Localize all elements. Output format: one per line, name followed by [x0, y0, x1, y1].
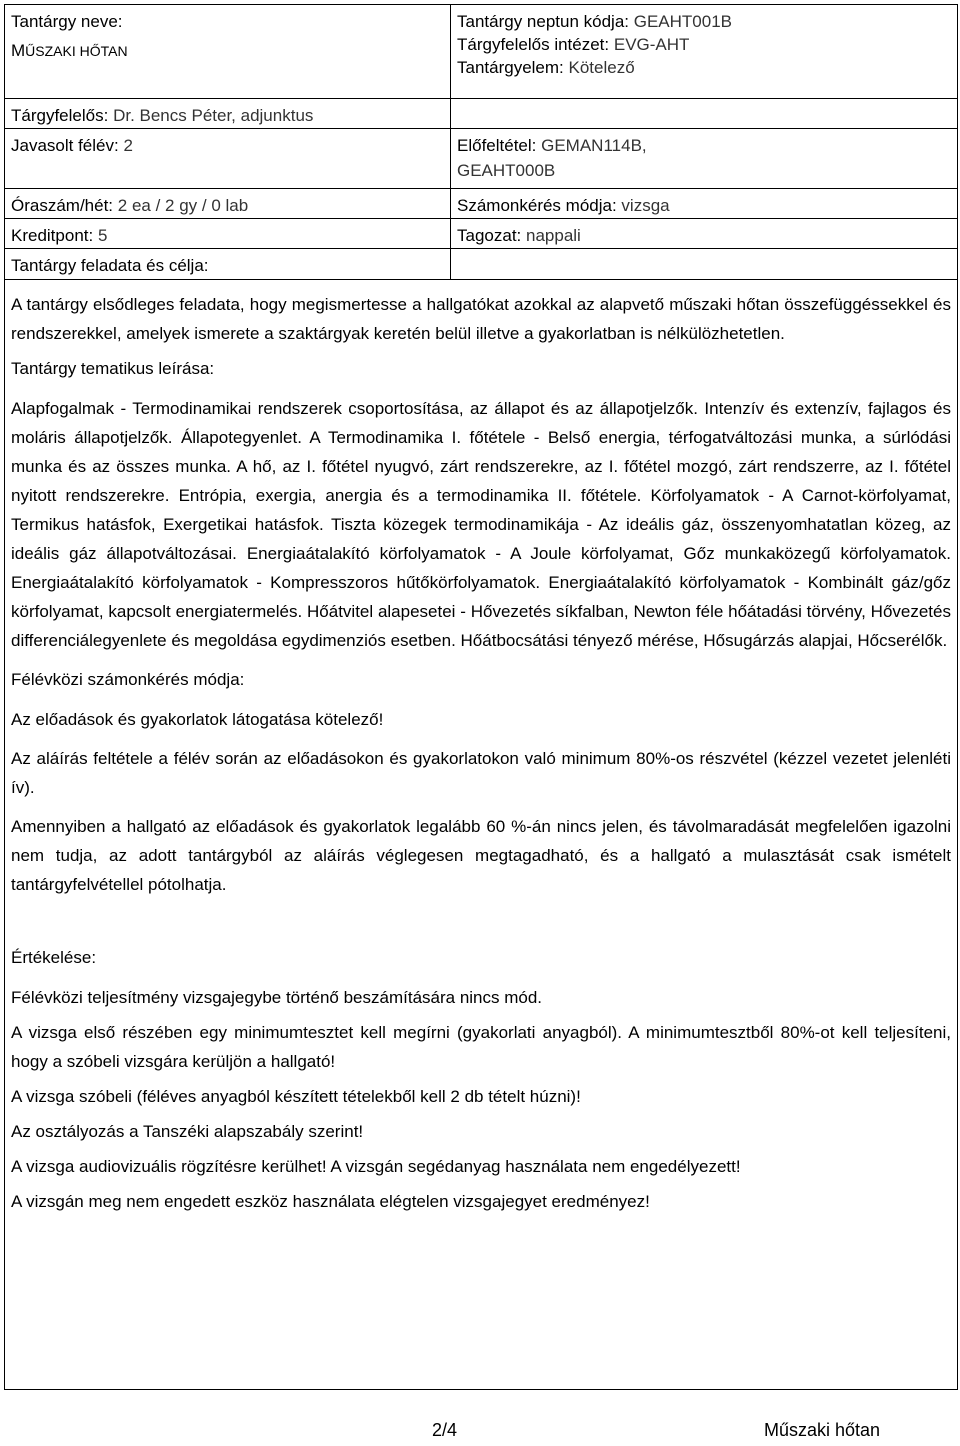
neptun-row: Tantárgy neptun kódja: GEAHT001B [457, 12, 733, 31]
midterm-p3: Amennyiben a hallgató az előadások és gyakorlatok legalább 60 %-án nincs jelen, és távolmaradását megfelelően igazolni nem tudja, az adott tantárgyból az aláírás véglegesen megtagadható, és a hallgató a mulasztását csak ismételt tantárgyfelvétellel pótolhatja. [11, 817, 951, 894]
page-footer [0, 1418, 960, 1446]
empty-cell-bottom [451, 249, 957, 279]
neptun-value: GEAHT001B [633, 12, 733, 31]
credit-label: Kreditpont: [11, 226, 94, 245]
element-row: Tantárgyelem: Kötelező [457, 58, 635, 77]
task-text: A tantárgy elsődleges feladata, hogy megismertesse a hallgatókat azokkal az alapvető műszaki hőtan összefüggéssekkel és rendszerekkel, amelyek ismerete a szaktárgyak keretén belül illetve a gyakorlatban is nélkülözhetetlen. [11, 295, 951, 343]
subject-name-label: Tantárgy neve: [11, 12, 123, 31]
subject-name-value: MŰSZAKI HŐTAN [11, 41, 128, 60]
prereq-value-1: GEMAN114B, [541, 136, 647, 155]
course-sheet [4, 4, 958, 1390]
mode-value: nappali [526, 226, 581, 245]
institute-row: Tárgyfelelős intézet: EVG-AHT [457, 35, 690, 54]
eval-p2: A vizsga első részében egy minimumtesztet kell megírni (gyakorlati anyagból). A minimumtesztből 80%-ot kell teljesíteni, hogy a szóbeli vizsgára kerüljön a hallgató! [11, 1023, 951, 1071]
credit-cell [5, 219, 450, 249]
element-value: Kötelező [568, 58, 635, 77]
thematic-heading: Tantárgy tematikus leírása: [11, 359, 215, 378]
header-table [5, 5, 957, 279]
midterm-p1: Az előadások és gyakorlatok látogatása kötelező! [11, 710, 384, 729]
hours-label: Óraszám/hét: [11, 196, 114, 215]
task-label-cell [5, 249, 450, 279]
page-number: 2/4 [432, 1420, 458, 1440]
hours-value: 2 ea / 2 gy / 0 lab [117, 196, 249, 215]
semester-cell [5, 129, 450, 189]
eval-p1: Félévközi teljesítmény vizsgajegybe történő beszámítására nincs mód. [11, 988, 543, 1007]
empty-cell [451, 99, 957, 129]
midterm-p2: Az aláírás feltétele a félév során az előadásokon és gyakorlatokon való minimum 80%-os részvétel (kézzel vezetet jelenléti ív). [11, 749, 951, 797]
mode-label: Tagozat: [457, 226, 522, 245]
document-page [4, 4, 958, 1390]
midterm-heading: Félévközi számonkérés módja: [11, 670, 245, 689]
prereq-label: Előfeltétel: [457, 136, 537, 155]
eval-p4: Az osztályozás a Tanszéki alapszabály szerint! [11, 1122, 364, 1141]
task-label: Tantárgy feladata és célja: [11, 256, 209, 275]
responsible-label: Tárgyfelelős: [11, 106, 109, 125]
prereq-cell [451, 129, 957, 189]
mode-cell [451, 219, 957, 249]
neptun-institute-element-cell [451, 5, 957, 99]
hours-cell [5, 189, 450, 219]
semester-value: 2 [123, 136, 133, 155]
responsible-value: Dr. Bencs Péter, adjunktus [113, 106, 314, 125]
semester-label: Javasolt félév: [11, 136, 119, 155]
exam-value: vizsga [621, 196, 670, 215]
exam-cell [451, 189, 957, 219]
subject-name-cell [5, 5, 450, 99]
eval-p3: A vizsga szóbeli (féléves anyagból készített tételekből kell 2 db tételt húzni)! [11, 1087, 581, 1106]
exam-label: Számonkérés módja: [457, 196, 617, 215]
eval-p5: A vizsga audiovizuális rögzítésre kerülhet! A vizsgán segédanyag használata nem engedélyezett! [11, 1157, 741, 1176]
institute-value: EVG-AHT [613, 35, 690, 54]
eval-p6: A vizsgán meg nem engedett eszköz használata elégtelen vizsgajegyet eredményez! [11, 1192, 650, 1211]
thematic-text: Alapfogalmak - Termodinamikai rendszerek csoportosítása, az állapot és az állapotjelzők. Intenzív és extenzív, fajlagos és moláris állapotjelzők. Állapotegyenlet. A Termodinamika I. főtétele - Belső energia, térfogatváltozási munka, a súrlódási munka és az összes munka. A hő, az I. főtétel nyugvó, zárt rendszerekre, az I. főtétel mozgó, zárt rendszerre, az I. főtétel nyitott rendszerekre. Entrópia, exergia, anergia és a termodinamika II. főtétele. Körfolyamatok - A Carnot-körfolyamat, Termikus hatásfok, Exergetikai hatásfok. Tiszta közegek termodinamikája - Az ideális gáz, összenyomhatatlan közeg, az ideális gáz állapotváltozásai. Energiaátalakító körfolyamatok - A Joule körfolyamat, Gőz munkaközegű körfolyamatok. Energiaátalakító körfolyamatok - Kompresszoros hűtőkörfolyamatok. Energiaátalakító körfolyamatok - Kombinált gáz/gőz körfolyamat, kapcsolt energiatermelés. Hőátvitel alapesetei - Hővezetés síkfalban, Newton féle hőátadási törvény, Hővezetés differenciálegyenlete és megoldása egydimenziós esetben. Hőátbocsátási tényező mérése, Hősugárzás alapjai, Hőcserélők. [11, 399, 951, 650]
prereq-value-2: GEAHT000B [457, 161, 556, 180]
footer-course-name: Műszaki hőtan [764, 1420, 881, 1440]
header-right-column [451, 5, 957, 279]
header-left-column [5, 5, 451, 279]
responsible-cell [5, 99, 450, 129]
eval-heading: Értékelése: [11, 948, 97, 967]
credit-value: 5 [97, 226, 108, 245]
